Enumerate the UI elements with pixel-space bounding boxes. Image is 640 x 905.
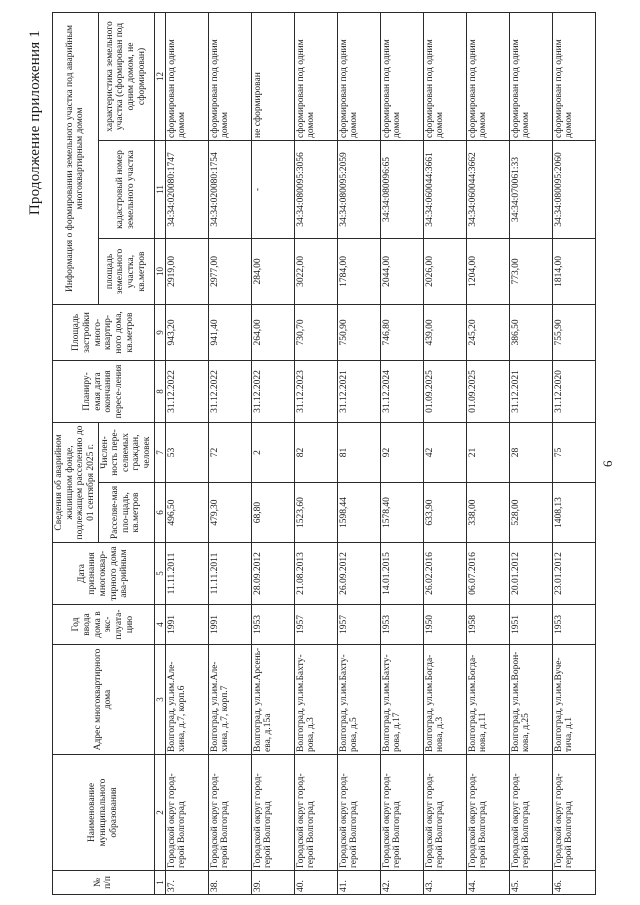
header-planned-date: Планиру-емая дата окончания пересе-ления xyxy=(53,360,155,422)
table-row xyxy=(337,12,380,894)
municipality-cell: Городской округ город-герой Волгоград xyxy=(380,755,423,871)
land-characteristic-cell: сформирован под одним домом xyxy=(552,12,595,140)
residents-cell: 21 xyxy=(466,422,509,482)
land-characteristic-cell: сформирован под одним домом xyxy=(294,12,337,140)
land-area-cell: 284,00 xyxy=(251,238,294,304)
year-cell: 1957 xyxy=(337,605,380,645)
col-number: 9 xyxy=(154,304,165,360)
resettle-area-cell: 633,90 xyxy=(423,483,466,543)
row-number: 42. xyxy=(380,871,423,895)
planned-date-cell: 31.12.2024 xyxy=(380,360,423,422)
row-number: 46. xyxy=(552,871,595,895)
year-cell: 1953 xyxy=(380,605,423,645)
header-land-area: площадь земельного участка, кв.метров xyxy=(98,238,154,304)
land-characteristic-cell: сформирован под одним домом xyxy=(423,12,466,140)
table-row xyxy=(294,12,337,894)
header-land-group: Информация о формировании земельного участка под аварийным многоквартирным домом xyxy=(53,12,99,304)
land-area-cell: 1784,00 xyxy=(337,238,380,304)
header-year: Год ввода дома в экс-плуата-цию xyxy=(53,605,155,645)
emergency-date-cell: 11.11.2011 xyxy=(208,543,251,605)
row-number: 41. xyxy=(337,871,380,895)
table-row xyxy=(165,12,208,894)
resettle-area-cell: 528,00 xyxy=(509,483,552,543)
emergency-date-cell: 28.09.2012 xyxy=(251,543,294,605)
year-cell: 1951 xyxy=(509,605,552,645)
emergency-housing-table xyxy=(52,12,596,895)
col-number: 12 xyxy=(154,12,165,140)
residents-cell: 53 xyxy=(165,422,208,482)
page-number: 6 xyxy=(600,460,615,467)
emergency-date-cell: 06.07.2016 xyxy=(466,543,509,605)
table-row xyxy=(552,12,595,894)
column-number-row xyxy=(154,12,165,894)
emergency-date-cell: 20.01.2012 xyxy=(509,543,552,605)
municipality-cell: Городской округ город-герой Волгоград xyxy=(165,755,208,871)
planned-date-cell: 31.12.2020 xyxy=(552,360,595,422)
residents-cell: 2 xyxy=(251,422,294,482)
col-number: 8 xyxy=(154,360,165,422)
planned-date-cell: 31.12.2021 xyxy=(337,360,380,422)
residents-cell: 92 xyxy=(380,422,423,482)
address-cell: Волгоград, ул.им.Бахту-рова, д.5 xyxy=(337,645,380,755)
header-address: Адрес многоквартирного дома xyxy=(53,645,155,755)
page-heading: Продолжение приложения 1 xyxy=(27,30,43,216)
cadastral-number-cell: 34:34:070061:33 xyxy=(509,140,552,238)
year-cell: 1991 xyxy=(208,605,251,645)
table-row xyxy=(423,12,466,894)
planned-date-cell: 31.12.2022 xyxy=(165,360,208,422)
address-cell: Волгоград, ул.им.Але-хина, д.7, корп.6 xyxy=(165,645,208,755)
emergency-date-cell: 26.02.2016 xyxy=(423,543,466,605)
col-number: 10 xyxy=(154,238,165,304)
land-area-cell: 3022,00 xyxy=(294,238,337,304)
resettle-area-cell: 68,80 xyxy=(251,483,294,543)
land-area-cell: 773,00 xyxy=(509,238,552,304)
cadastral-number-cell: 34:34:080095:2059 xyxy=(337,140,380,238)
municipality-cell: Городской округ город-герой Волгоград xyxy=(423,755,466,871)
building-area-cell: 264,00 xyxy=(251,304,294,360)
table-row xyxy=(466,12,509,894)
resettle-area-cell: 479,30 xyxy=(208,483,251,543)
residents-cell: 28 xyxy=(509,422,552,482)
resettle-area-cell: 1408,13 xyxy=(552,483,595,543)
col-number: 5 xyxy=(154,543,165,605)
year-cell: 1953 xyxy=(552,605,595,645)
row-number: 38. xyxy=(208,871,251,895)
building-area-cell: 245,20 xyxy=(466,304,509,360)
residents-cell: 75 xyxy=(552,422,595,482)
row-number: 44. xyxy=(466,871,509,895)
resettle-area-cell: 1523,60 xyxy=(294,483,337,543)
header-cadastral: кадастровый номер земельного участка xyxy=(98,140,154,238)
cadastral-number-cell: 34:34:020080:1754 xyxy=(208,140,251,238)
address-cell: Волгоград, ул.им.Вуче-тича, д.1 xyxy=(552,645,595,755)
emergency-date-cell: 26.09.2012 xyxy=(337,543,380,605)
land-characteristic-cell: не сформирован xyxy=(251,12,294,140)
municipality-cell: Городской округ город-герой Волгоград xyxy=(337,755,380,871)
cadastral-number-cell: 34:34:080095:2060 xyxy=(552,140,595,238)
col-number: 11 xyxy=(154,140,165,238)
building-area-cell: 941,40 xyxy=(208,304,251,360)
residents-cell: 82 xyxy=(294,422,337,482)
col-number: 3 xyxy=(154,645,165,755)
land-characteristic-cell: сформирован под одним домом xyxy=(165,12,208,140)
year-cell: 1958 xyxy=(466,605,509,645)
building-area-cell: 730,70 xyxy=(294,304,337,360)
building-area-cell: 750,90 xyxy=(337,304,380,360)
cadastral-number-cell: - xyxy=(251,140,294,238)
table-row xyxy=(251,12,294,894)
municipality-cell: Городской округ город-герой Волгоград xyxy=(251,755,294,871)
col-number: 4 xyxy=(154,605,165,645)
table-row xyxy=(380,12,423,894)
table-body xyxy=(165,12,595,894)
building-area-cell: 755,90 xyxy=(552,304,595,360)
land-area-cell: 2919,00 xyxy=(165,238,208,304)
header-num: № п/п xyxy=(53,871,155,895)
land-area-cell: 2026,00 xyxy=(423,238,466,304)
land-characteristic-cell: сформирован под одним домом xyxy=(509,12,552,140)
header-building-area: Площадь застройки много-квартир-ного дома, кв.метров xyxy=(53,304,155,360)
cadastral-number-cell: 34:34:080096:65 xyxy=(380,140,423,238)
year-cell: 1953 xyxy=(251,605,294,645)
municipality-cell: Городской округ город-герой Волгоград xyxy=(509,755,552,871)
building-area-cell: 943,20 xyxy=(165,304,208,360)
col-number: 6 xyxy=(154,483,165,543)
building-area-cell: 746,80 xyxy=(380,304,423,360)
year-cell: 1950 xyxy=(423,605,466,645)
cadastral-number-cell: 34:34:080095:3056 xyxy=(294,140,337,238)
header-date-emergency: Дата признания многоквар-тирного дома ава-рийным xyxy=(53,543,155,605)
year-cell: 1957 xyxy=(294,605,337,645)
residents-cell: 81 xyxy=(337,422,380,482)
address-cell: Волгоград, ул.им.Бахту-рова, д.3 xyxy=(294,645,337,755)
cadastral-number-cell: 34:34:020080:1747 xyxy=(165,140,208,238)
emergency-date-cell: 11.11.2011 xyxy=(165,543,208,605)
planned-date-cell: 31.12.2022 xyxy=(208,360,251,422)
row-number: 40. xyxy=(294,871,337,895)
land-characteristic-cell: сформирован под одним домом xyxy=(208,12,251,140)
planned-date-cell: 01.09.2025 xyxy=(466,360,509,422)
planned-date-cell: 01.09.2025 xyxy=(423,360,466,422)
building-area-cell: 439,00 xyxy=(423,304,466,360)
planned-date-cell: 31.12.2023 xyxy=(294,360,337,422)
land-area-cell: 2044,00 xyxy=(380,238,423,304)
municipality-cell: Городской округ город-герой Волгоград xyxy=(294,755,337,871)
cadastral-number-cell: 34:34:060044:3661 xyxy=(423,140,466,238)
land-characteristic-cell: сформирован под одним домом xyxy=(337,12,380,140)
header-area-resettle: Расселяе-мая пло-щадь, кв.метров xyxy=(98,483,154,543)
land-characteristic-cell: сформирован под одним домом xyxy=(466,12,509,140)
header-land-char: характеристика земельного участка (сформирован под одним домом, не сформирован) xyxy=(98,12,154,140)
emergency-date-cell: 23.01.2012 xyxy=(552,543,595,605)
year-cell: 1991 xyxy=(165,605,208,645)
address-cell: Волгоград, ул.им.Богда-нова, д.11 xyxy=(466,645,509,755)
building-area-cell: 386,50 xyxy=(509,304,552,360)
row-number: 37. xyxy=(165,871,208,895)
land-area-cell: 2977,00 xyxy=(208,238,251,304)
address-cell: Волгоград, ул.им.Арсень-ева, д.15а xyxy=(251,645,294,755)
address-cell: Волгоград, ул.им.Ворон-кова, д.25 xyxy=(509,645,552,755)
land-area-cell: 1814,00 xyxy=(552,238,595,304)
resettle-area-cell: 496,50 xyxy=(165,483,208,543)
municipality-cell: Городской округ город-герой Волгоград xyxy=(466,755,509,871)
land-characteristic-cell: сформирован под одним домом xyxy=(380,12,423,140)
resettle-area-cell: 1578,40 xyxy=(380,483,423,543)
table-row xyxy=(208,12,251,894)
col-number: 7 xyxy=(154,422,165,482)
land-area-cell: 1204,00 xyxy=(466,238,509,304)
table-row xyxy=(509,12,552,894)
header-municipality: Наименование муниципального образования xyxy=(53,755,155,871)
row-number: 43. xyxy=(423,871,466,895)
col-number: 1 xyxy=(154,871,165,895)
residents-cell: 42 xyxy=(423,422,466,482)
header-info-group: Сведения об аварийном жилищном фонде, подлежащем расселению до 01 сентября 2025 г. xyxy=(53,422,99,542)
row-number: 45. xyxy=(509,871,552,895)
resettle-area-cell: 1598,44 xyxy=(337,483,380,543)
header-residents: Числен-ность пере-селяемых граждан, человек xyxy=(98,422,154,482)
municipality-cell: Городской округ город-герой Волгоград xyxy=(208,755,251,871)
emergency-date-cell: 21.08.2013 xyxy=(294,543,337,605)
resettle-area-cell: 338,00 xyxy=(466,483,509,543)
residents-cell: 72 xyxy=(208,422,251,482)
planned-date-cell: 31.12.2022 xyxy=(251,360,294,422)
cadastral-number-cell: 34:34:060044:3662 xyxy=(466,140,509,238)
address-cell: Волгоград, ул.им.Бахту-рова, д.17 xyxy=(380,645,423,755)
emergency-date-cell: 14.01.2015 xyxy=(380,543,423,605)
municipality-cell: Городской округ город-герой Волгоград xyxy=(552,755,595,871)
planned-date-cell: 31.12.2021 xyxy=(509,360,552,422)
row-number: 39. xyxy=(251,871,294,895)
address-cell: Волгоград, ул.им.Але-хина, д.7, корп.7 xyxy=(208,645,251,755)
col-number: 2 xyxy=(154,755,165,871)
address-cell: Волгоград, ул.им.Богда-нова, д.3 xyxy=(423,645,466,755)
